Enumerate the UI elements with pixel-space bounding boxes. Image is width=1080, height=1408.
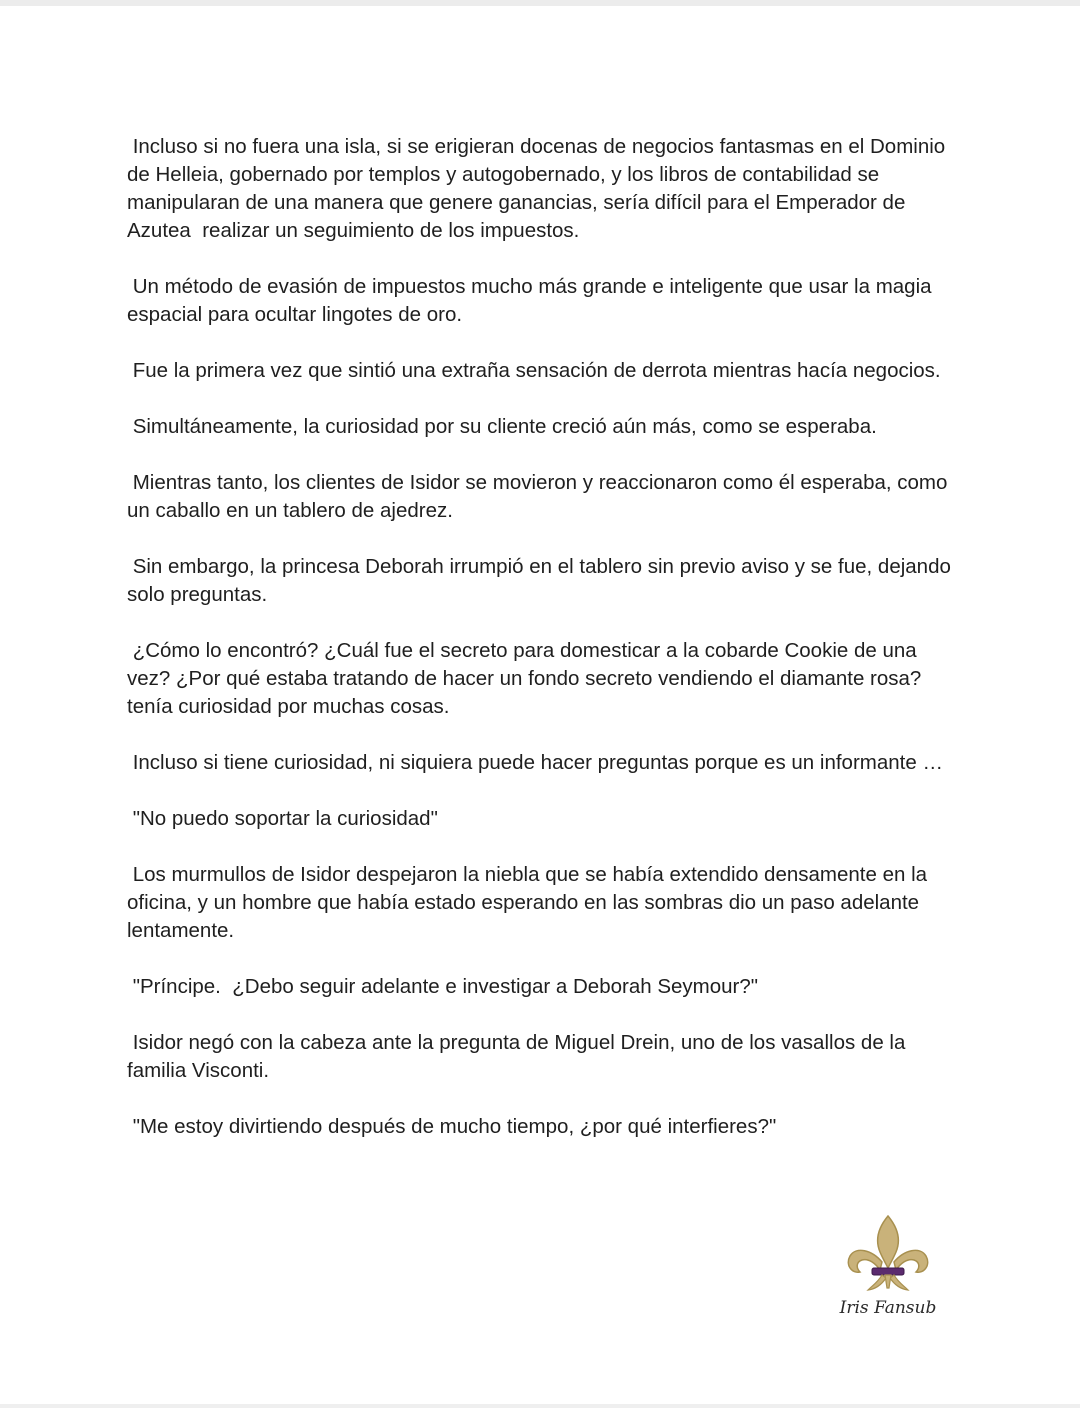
fleur-de-lis-icon: [842, 1212, 934, 1294]
paragraph-1: Incluso si no fuera una isla, si se erigieran docenas de negocios fantasmas en el Dominio de Helleia, gobernado por templos y autogobernado, y los libros de contabilidad se manipularan de una manera que genere ganancias, sería difícil para el Emperador de Azutea realizar un seguimiento de los impuestos.: [127, 135, 951, 242]
paragraph-11: "Príncipe. ¿Debo seguir adelante e investigar a Deborah Seymour?": [127, 975, 759, 998]
paragraph-3: Fue la primera vez que sintió una extraña sensación de derrota mientras hacía negocios.: [127, 359, 941, 382]
watermark-logo: [836, 1212, 940, 1324]
paragraph-10: Los murmullos de Isidor despejaron la niebla que se había extendido densamente en la oficina, y un hombre que había estado esperando en las sombras dio un paso adelante lentamente.: [127, 863, 933, 942]
paragraph-9: "No puedo soportar la curiosidad": [127, 807, 438, 830]
paragraph-13: "Me estoy divirtiendo después de mucho tiempo, ¿por qué interfieres?": [127, 1115, 777, 1138]
paragraph-5: Mientras tanto, los clientes de Isidor se movieron y reaccionaron como él esperaba, como un caballo en un tablero de ajedrez.: [127, 471, 954, 522]
paragraph-2: Un método de evasión de impuestos mucho más grande e inteligente que usar la magia espacial para ocultar lingotes de oro.: [127, 275, 938, 326]
page-bottom-edge: [0, 1404, 1080, 1408]
paragraph-7: ¿Cómo lo encontró? ¿Cuál fue el secreto para domesticar a la cobarde Cookie de una vez? ¿Por qué estaba tratando de hacer un fondo secreto vendiendo el diamante rosa? tenía curiosidad por muchas cosas.: [127, 639, 928, 718]
paragraph-4: Simultáneamente, la curiosidad por su cliente creció aún más, como se esperaba.: [127, 415, 877, 438]
watermark-text: Iris Fansub: [839, 1298, 937, 1318]
document-body: [127, 133, 957, 1169]
paragraph-6: Sin embargo, la princesa Deborah irrumpió en el tablero sin previo aviso y se fue, dejando solo preguntas.: [127, 555, 957, 606]
page-top-edge: [0, 0, 1080, 6]
paragraph-8: Incluso si tiene curiosidad, ni siquiera puede hacer preguntas porque es un informante …: [127, 751, 943, 774]
paragraph-12: Isidor negó con la cabeza ante la pregunta de Miguel Drein, uno de los vasallos de la familia Visconti.: [127, 1031, 912, 1082]
